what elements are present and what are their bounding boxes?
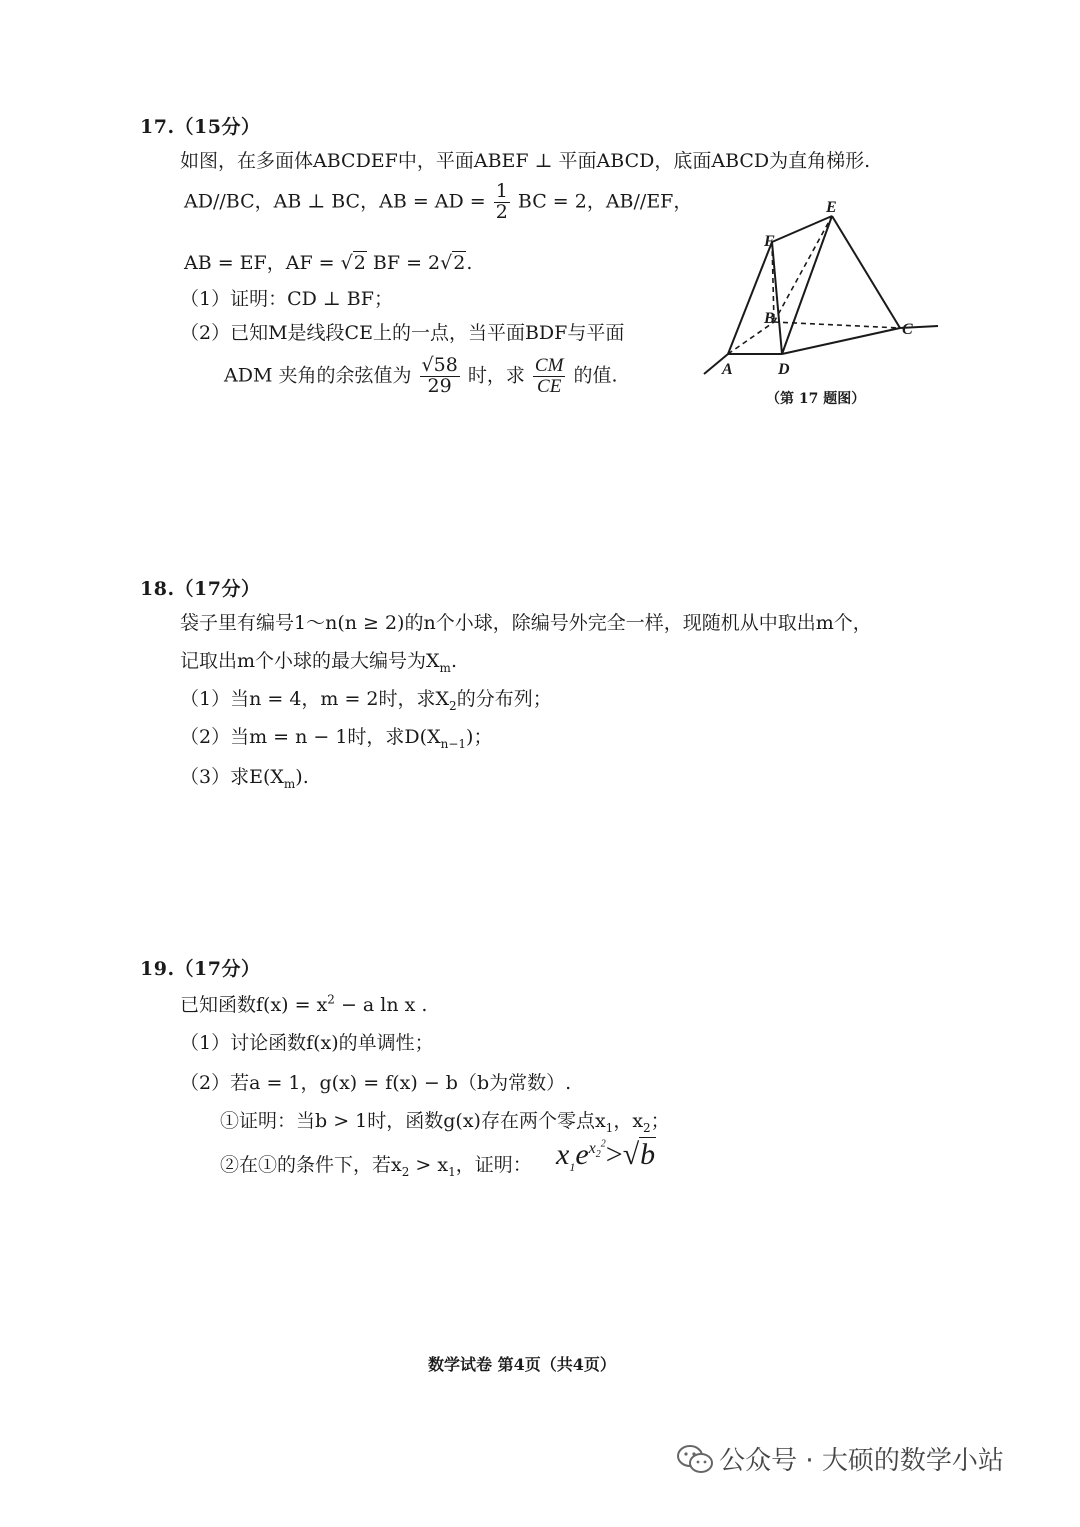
q17-cond2-root2: 2 xyxy=(453,252,466,274)
q17-figure-caption: （第 17 题图） xyxy=(766,391,866,407)
watermark xyxy=(676,1440,1004,1477)
q19-line1 xyxy=(180,990,427,1017)
q17-ratio-fraction xyxy=(533,356,566,397)
q17-header: 17.（15分） xyxy=(140,116,261,138)
q18-part2 xyxy=(180,722,492,751)
q18-part2-sub: n−1 xyxy=(440,736,467,751)
q18-line2 xyxy=(180,646,457,675)
q19-sub2-a: ②在①的条件下，若x xyxy=(220,1154,402,1176)
edge-EC xyxy=(832,216,900,328)
ineq-b: b xyxy=(640,1138,656,1171)
q18-part2-a: （2）当m = n − 1时，求D(X xyxy=(180,726,441,748)
q19-sub2-b: > x xyxy=(409,1154,449,1176)
q19-sub2 xyxy=(220,1150,532,1179)
q17-condition-2 xyxy=(184,248,472,275)
q19-inequality xyxy=(556,1138,656,1175)
ineq-exp-x: x xyxy=(588,1140,596,1157)
q17-part2-b1: ADM 夹角的余弦值为 xyxy=(224,364,412,387)
page-footer: 数学试卷 第4页（共4页） xyxy=(428,1355,616,1374)
q17-figure xyxy=(690,190,950,380)
q19-sub2-s2: 1 xyxy=(448,1164,456,1179)
q19-sub1-c: ； xyxy=(650,1110,670,1132)
q18-line2-a: 记取出m个小球的最大编号为X xyxy=(180,650,440,672)
label-F: F xyxy=(764,233,775,250)
q19-line1-sup: 2 xyxy=(327,992,335,1007)
ineq-root: √ xyxy=(622,1138,640,1171)
ineq-exponent xyxy=(588,1138,606,1161)
q18-part1-b: 的分布列； xyxy=(456,688,552,710)
q18-part3-sub: m xyxy=(283,776,296,791)
q18-part3-b: ). xyxy=(295,766,309,788)
q17-cond1-a: AD//BC，AB ⊥ BC，AB = AD = xyxy=(184,190,486,213)
q17-cond2-c: . xyxy=(466,252,473,274)
q17-half-den: 2 xyxy=(495,200,508,223)
edge-DC xyxy=(782,328,900,354)
q18-line2-sub: m xyxy=(439,660,451,675)
q17-part2-b2: 时，求 xyxy=(467,364,525,387)
q19-header: 19.（17分） xyxy=(140,958,261,980)
edge-BE xyxy=(774,216,832,322)
q17-ratio-num: CM xyxy=(534,355,564,376)
q17-half-num: 1 xyxy=(495,180,508,202)
ineq-e: e xyxy=(575,1138,589,1171)
q18-line1: 袋子里有编号1～n(n ≥ 2)的n个小球，除编号外完全一样，现随机从中取出m个， xyxy=(180,612,872,634)
q17-cos-fraction xyxy=(420,356,460,397)
q19-line1-a: 已知函数f(x) = x xyxy=(180,994,328,1016)
q17-part2-line1: （2）已知M是线段CE上的一点，当平面BDF与平面 xyxy=(180,322,625,344)
q19-sub1 xyxy=(220,1106,670,1135)
q17-condition-1 xyxy=(184,182,692,223)
ineq-exp-sup: 2 xyxy=(600,1138,606,1150)
label-E: E xyxy=(826,199,837,216)
q19-line1-b: − a ln x . xyxy=(334,994,428,1016)
q19-sub2-s1: 2 xyxy=(401,1164,410,1179)
q19-part1: （1）讨论函数f(x)的单调性； xyxy=(180,1032,434,1054)
q18-part2-b: )； xyxy=(466,726,493,748)
q17-part1: （1）证明：CD ⊥ BF； xyxy=(180,288,393,310)
q17-cond2-b: BF = 2√ xyxy=(372,252,453,274)
q18-part1-a: （1）当n = 4，m = 2时，求X xyxy=(180,688,450,710)
q17-part2-b3: 的值. xyxy=(573,364,618,387)
q17-cond2-root1: 2 xyxy=(353,252,366,274)
ineq-sub1: 1 xyxy=(569,1160,576,1174)
ineq-exp-sub: 2 xyxy=(595,1149,601,1161)
q19-sub1-s2: 2 xyxy=(643,1120,651,1135)
q17-cos-num: √58 xyxy=(421,354,458,376)
q18-part3 xyxy=(180,762,309,791)
q19-sub1-s1: 1 xyxy=(605,1120,614,1135)
q18-header: 18.（17分） xyxy=(140,578,261,600)
watermark-text: 公众号 · 大硕的数学小站 xyxy=(719,1446,1004,1476)
edge-FA xyxy=(728,242,772,354)
label-D: D xyxy=(778,361,790,378)
q18-part1-sub: 2 xyxy=(449,698,457,713)
label-A: A xyxy=(722,361,733,378)
q17-cos-den: 29 xyxy=(427,374,452,397)
q19-sub2-c: ，证明： xyxy=(455,1154,532,1176)
q18-part1 xyxy=(180,684,552,713)
ineq-x: x xyxy=(556,1138,570,1171)
label-C: C xyxy=(902,321,913,338)
q17-cond1-b: BC = 2，AB//EF， xyxy=(517,190,693,213)
label-B: B xyxy=(764,310,775,327)
q17-half-fraction xyxy=(494,182,510,223)
q19-sub1-b: ，x xyxy=(613,1110,644,1132)
q19-part2: （2）若a = 1，g(x) = f(x) − b（b为常数）. xyxy=(180,1072,572,1094)
q18-part3-a: （3）求E(X xyxy=(180,766,284,788)
ineq-gt: > xyxy=(605,1138,623,1171)
q17-ratio-den: CE xyxy=(537,375,562,397)
q17-intro: 如图，在多面体ABCDEF中，平面ABEF ⊥ 平面ABCD，底面ABCD为直角梯形. xyxy=(180,150,871,172)
q17-cond2-a: AB = EF，AF = √ xyxy=(184,252,353,274)
q19-sub1-a: ①证明：当b > 1时，函数g(x)存在两个零点x xyxy=(220,1110,606,1132)
q18-line2-b: . xyxy=(450,650,457,672)
q17-part2-line2 xyxy=(224,356,618,397)
wechat-icon xyxy=(676,1442,714,1476)
